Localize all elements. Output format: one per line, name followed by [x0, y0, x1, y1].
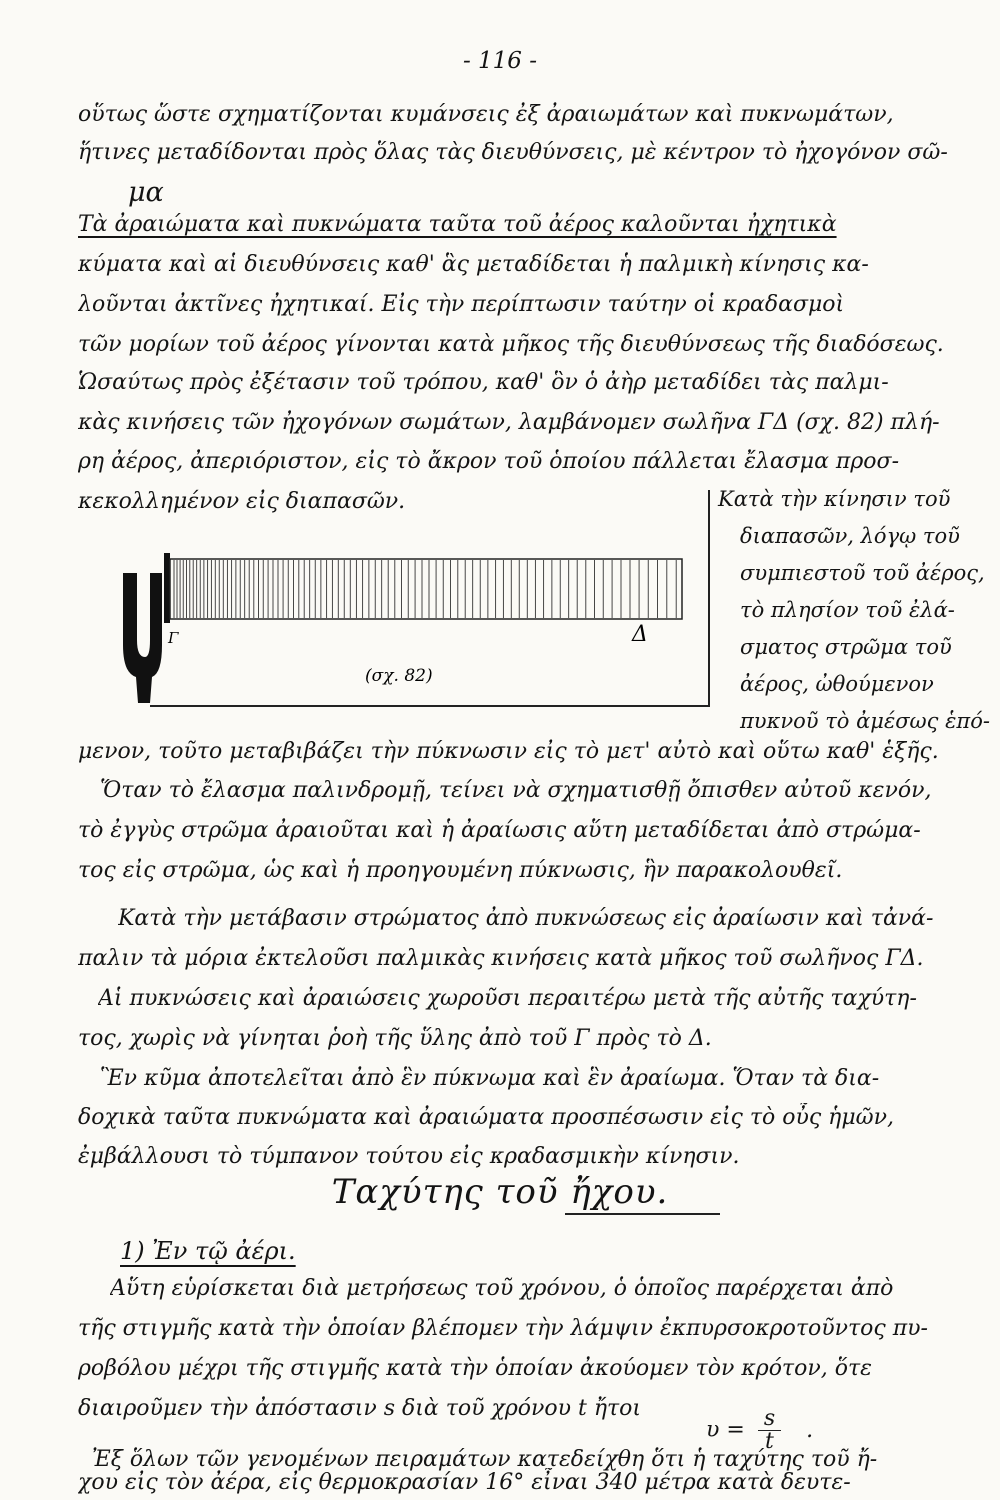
figure-sound-tube	[90, 545, 710, 705]
text-line: τῆς στιγμῆς κατὰ τὴν ὁποίαν βλέπομεν τὴν λάμψιν ἐκπυρσοκροτοῦντος πυ-	[78, 1316, 928, 1341]
text-line: διαιροῦμεν τὴν ἀπόστασιν s διὰ τοῦ χρόνου t ἤτοι	[78, 1396, 642, 1421]
text-line: ροβόλου μέχρι τῆς στιγμῆς κατὰ τὴν ὁποίαν ἀκούομεν τὸν κρότον, ὅτε	[78, 1356, 872, 1381]
formula-end: .	[806, 1417, 814, 1443]
text-line: Τὰ ἀραιώματα καὶ πυκνώματα ταῦτα τοῦ ἀέρος καλοῦνται ἠχητικὰ	[78, 212, 837, 237]
text-line: Ἐξ ὅλων τῶν γενομένων πειραμάτων κατεδείχθη ὅτι ἡ ταχύτης τοῦ ἤ-	[92, 1447, 878, 1472]
text-line: λοῦνται ἀκτῖνες ἠχητικαί. Εἰς τὴν περίπτωσιν ταύτην οἱ κραδασμοὶ	[78, 292, 845, 317]
side-column	[718, 484, 990, 743]
figure-caption: (σχ. 82)	[365, 666, 433, 686]
text-line: τος εἰς στρῶμα, ὡς καὶ ἡ προηγουμένη πύκνωσις, ἣν παρακολουθεῖ.	[78, 858, 843, 883]
text-line: Κατὰ τὴν μετάβασιν στρώματος ἀπὸ πυκνώσεως εἰς ἀραίωσιν καὶ τἀνά-	[118, 906, 934, 931]
text-line: Ὡσαύτως πρὸς ἐξέτασιν τοῦ τρόπου, καθ' ὃν ὁ ἀὴρ μεταδίδει τὰς παλμι-	[78, 370, 889, 395]
formula-lhs: υ =	[706, 1417, 745, 1443]
text-line: Αὕτη εὑρίσκεται διὰ μετρήσεως τοῦ χρόνου, ὁ ὁποῖος παρέρχεται ἀπὸ	[110, 1276, 894, 1301]
text-line: κύματα καὶ αἱ διευθύνσεις καθ' ἃς μεταδίδεται ἡ παλμικὴ κίνησις κα-	[78, 252, 869, 277]
text-line: τὸ ἐγγὺς στρῶμα ἀραιοῦται καὶ ἡ ἀραίωσις αὕτη μεταδίδεται ἀπὸ στρώμα-	[78, 818, 921, 843]
text-line: ρη ἀέρος, ἀπεριόριστον, εἰς τὸ ἄκρον τοῦ ὁποίου πάλλεται ἔλασμα προσ-	[78, 449, 900, 474]
vibrating-plate	[164, 553, 170, 623]
formula-numerator: s	[758, 1408, 781, 1431]
side-line: πυκνοῦ τὸ ἀμέσως ἑπό-	[740, 709, 990, 733]
tube-outline	[170, 559, 682, 619]
figure-border	[150, 705, 710, 707]
text-line: Ὅταν τὸ ἔλασμα παλινδρομῇ, τείνει νὰ σχηματισθῇ ὄπισθεν αὐτοῦ κενόν,	[100, 778, 932, 803]
page-number: - 116 -	[462, 48, 538, 74]
text-line: χου εἰς τὸν ἀέρα, εἰς θερμοκρασίαν 16° εἶναι 340 μέτρα κατὰ δευτε-	[78, 1470, 851, 1495]
text-line: ἥτινες μεταδίδονται πρὸς ὅλας τὰς διευθύνσεις, μὲ κέντρον τὸ ἠχογόνον σῶ-	[78, 140, 948, 165]
figure-label-gamma: Γ	[168, 629, 179, 647]
text-line: ἐμβάλλουσι τὸ τύμπανον τούτου εἰς κραδασμικὴν κίνησιν.	[78, 1144, 740, 1169]
text-line: μα	[128, 178, 164, 208]
text-line: κὰς κινήσεις τῶν ἠχογόνων σωμάτων, λαμβάνομεν σωλῆνα ΓΔ (σχ. 82) πλή-	[78, 410, 940, 435]
text-line: τος, χωρὶς νὰ γίνηται ῥοὴ τῆς ὕλης ἀπὸ τοῦ Γ πρὸς τὸ Δ.	[78, 1026, 712, 1051]
side-line: σματος στρῶμα τοῦ	[740, 635, 952, 659]
side-line: ἀέρος, ὠθούμενον	[740, 672, 934, 696]
text-line: κεκολλημένον εἰς διαπασῶν.	[78, 489, 406, 514]
formula-denominator: t	[765, 1429, 774, 1454]
side-line: διαπασῶν, λόγῳ τοῦ	[740, 524, 960, 548]
figure-label-delta: Δ	[632, 622, 648, 647]
air-layers	[174, 560, 676, 618]
subsection-heading: 1) Ἐν τῷ ἀέρι.	[120, 1237, 296, 1265]
tube-illustration	[90, 545, 710, 705]
section-heading: Ταχύτης τοῦ ἤχου.	[331, 1172, 669, 1212]
tuning-fork	[123, 573, 162, 703]
text-line: παλιν τὰ μόρια ἐκτελοῦσι παλμικὰς κινήσεις κατὰ μῆκος τοῦ σωλῆνος ΓΔ.	[78, 946, 924, 971]
text-line: μενον, τοῦτο μεταβιβάζει τὴν πύκνωσιν εἰς τὸ μετ' αὐτὸ καὶ οὕτω καθ' ἑξῆς.	[78, 739, 939, 764]
text-line: τῶν μορίων τοῦ ἀέρος γίνονται κατὰ μῆκος τῆς διευθύνσεως τῆς διαδόσεως.	[78, 332, 944, 357]
text-line: δοχικὰ ταῦτα πυκνώματα καὶ ἀραιώματα προσπέσωσιν εἰς τὸ οὖς ἡμῶν,	[78, 1105, 894, 1130]
text-line: οὕτως ὥστε σχηματίζονται κυμάνσεις ἐξ ἀραιωμάτων καὶ πυκνωμάτων,	[78, 102, 894, 127]
side-line: τὸ πλησίον τοῦ ἐλά-	[740, 598, 955, 622]
side-line: Κατὰ τὴν κίνησιν τοῦ	[718, 487, 951, 511]
text-line: Αἱ πυκνώσεις καὶ ἀραιώσεις χωροῦσι περαιτέρω μετὰ τῆς αὐτῆς ταχύτη-	[98, 986, 917, 1011]
text-line: Ἓν κῦμα ἀποτελεῖται ἀπὸ ἓν πύκνωμα καὶ ἓν ἀραίωμα. Ὅταν τὰ δια-	[100, 1066, 880, 1091]
side-line: συμπιεστοῦ τοῦ ἀέρος,	[740, 561, 985, 585]
heading-rule	[565, 1213, 720, 1215]
